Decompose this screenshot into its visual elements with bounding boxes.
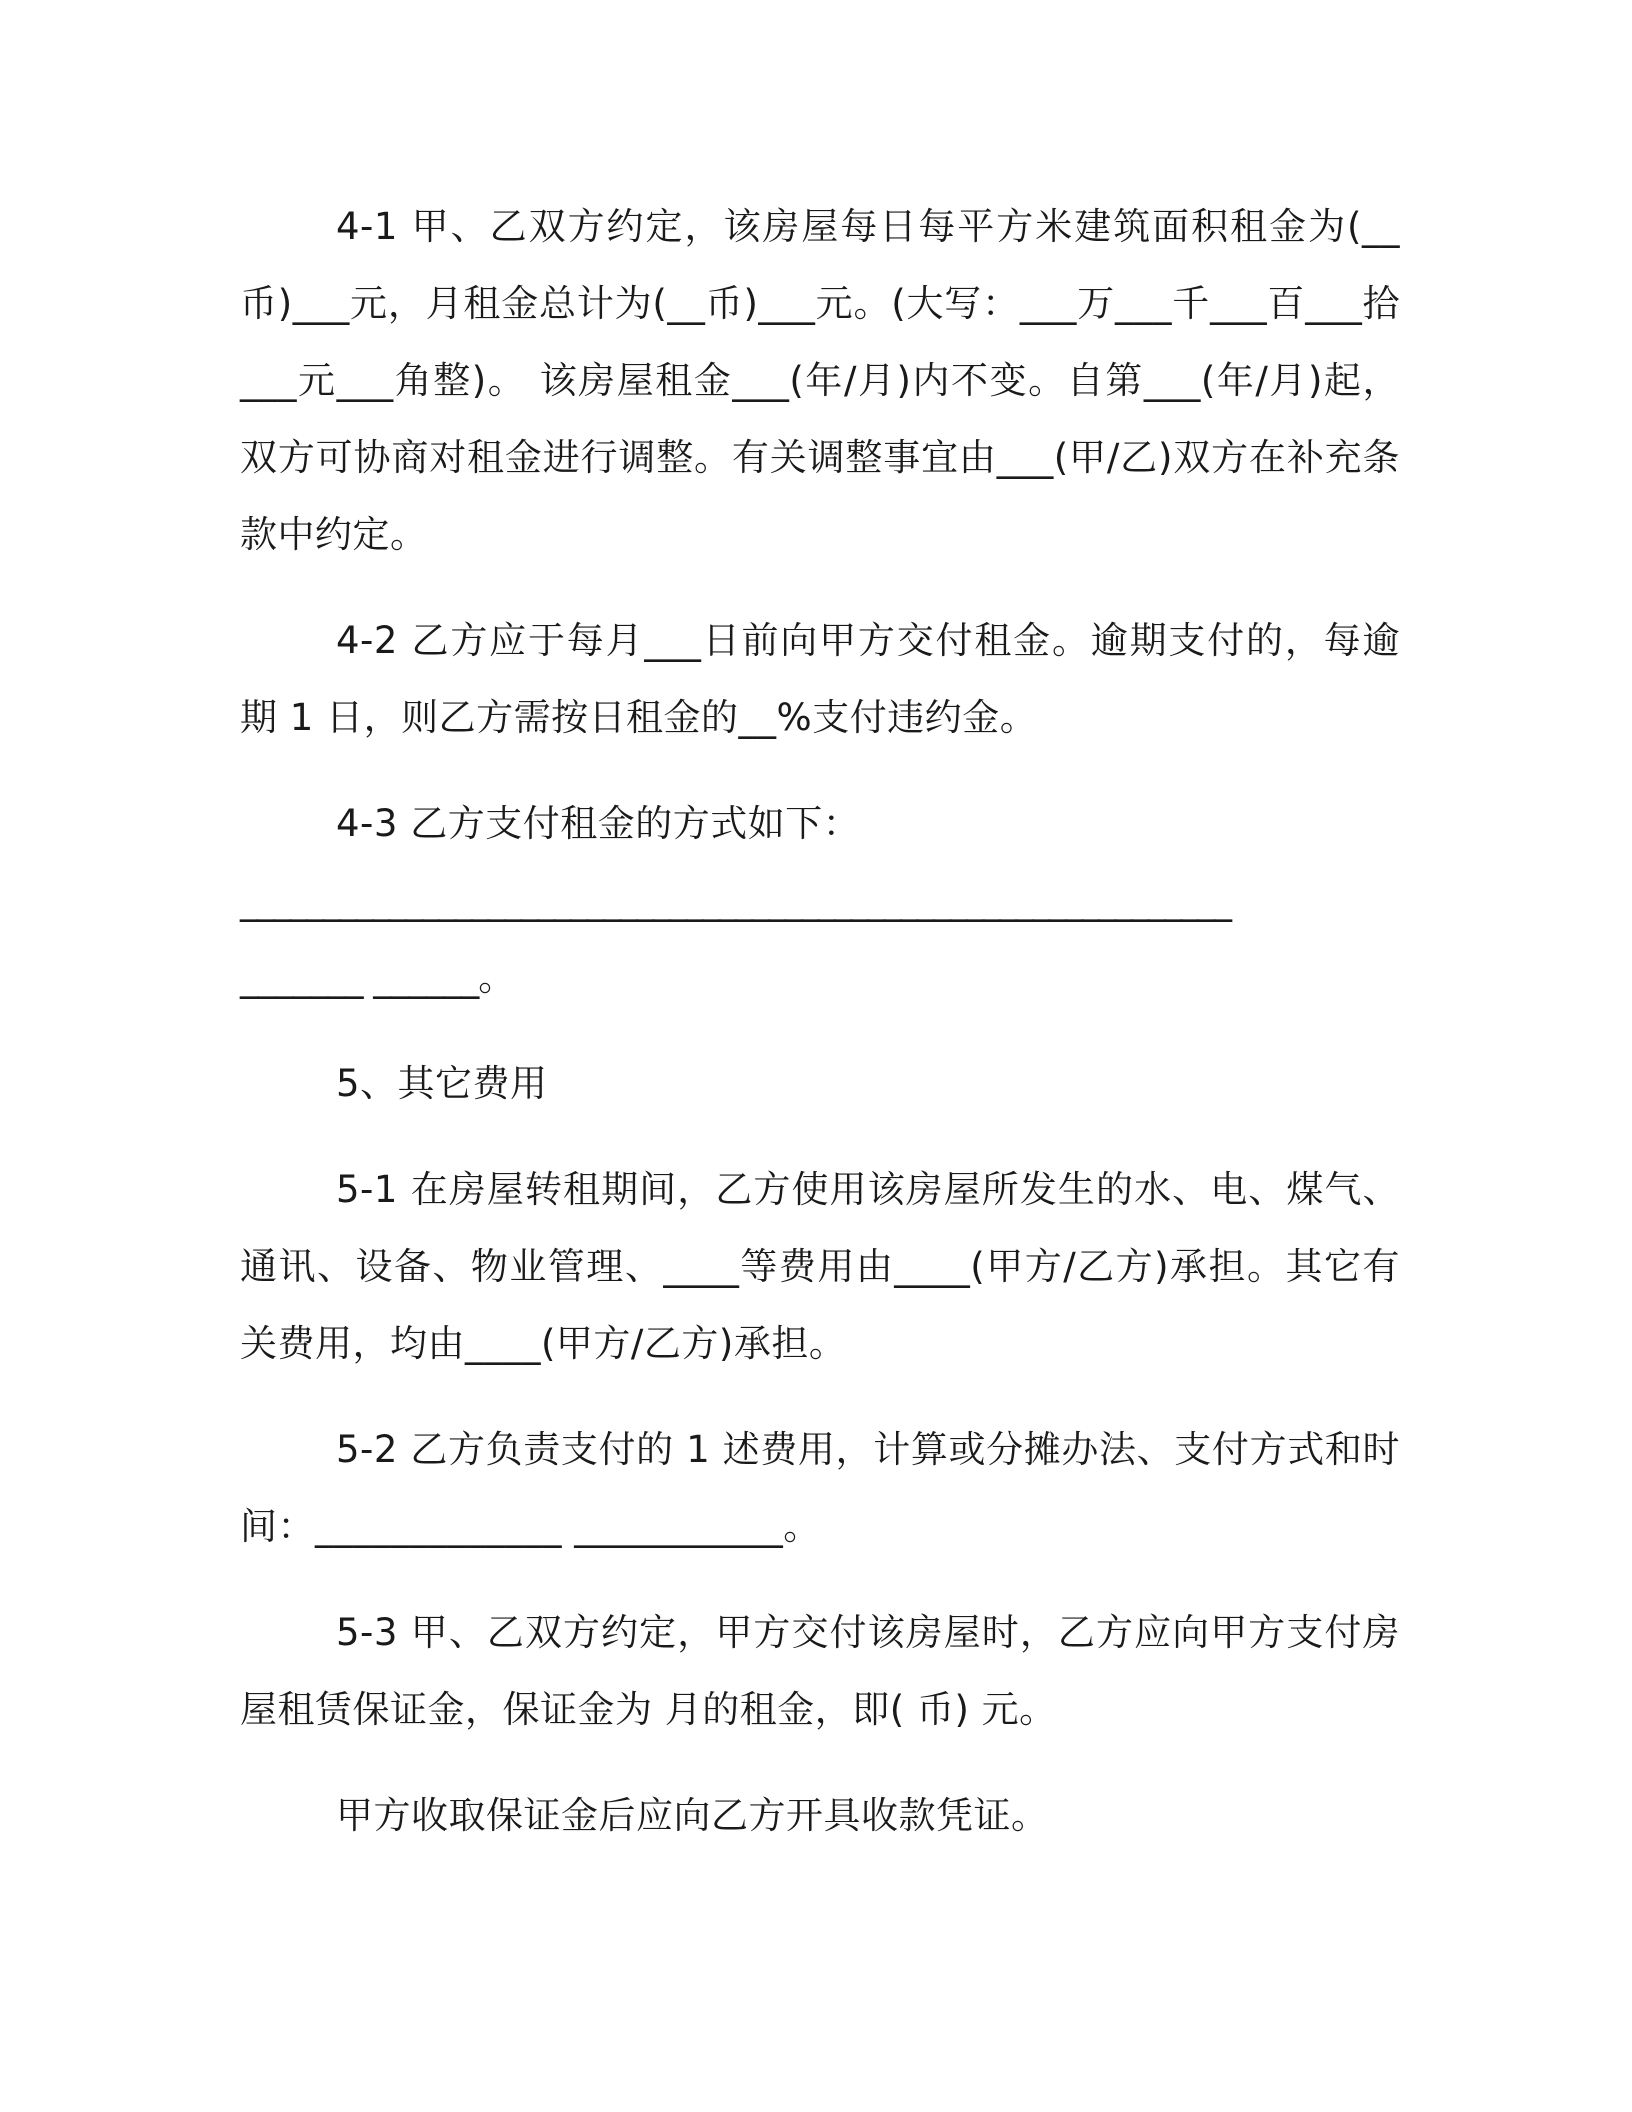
clause-4-1: 4-1 甲、乙双方约定，该房屋每日每平方米建筑面积租金为(__币)___元，月租金总计为(__币)___元。(大写：___万___千___百___拾___元___角整)。 该房屋租金___(年/月)内不变。自第___(年/月)起，双方可协商对租金进行调整。有关调整事宜由___(甲/乙)双方在补充条款中约定。 bbox=[240, 205, 1400, 556]
blank-line-1: ____________________________________________________________ bbox=[240, 879, 1230, 922]
blank-line-2: _______ ______。 bbox=[240, 956, 515, 999]
document-body bbox=[240, 188, 1400, 1883]
deposit-receipt-note: 甲方收取保证金后应向乙方开具收款凭证。 bbox=[336, 1794, 1049, 1837]
clause-5-1: 5-1 在房屋转租期间，乙方使用该房屋所发生的水、电、煤气、通讯、设备、物业管理、____等费用由____(甲方/乙方)承担。其它有关费用，均由____(甲方/乙方)承担。 bbox=[240, 1168, 1400, 1365]
payment-method-blank bbox=[240, 862, 1400, 1016]
clause-5-2: 5-2 乙方负责支付的 1 述费用，计算或分摊办法、支付方式和时间：_____________ ___________。 bbox=[240, 1428, 1400, 1548]
section-5-heading: 5、其它费用 bbox=[336, 1062, 548, 1105]
clause-4-3: 4-3 乙方支付租金的方式如下： bbox=[336, 802, 861, 845]
clause-5-3: 5-3 甲、乙双方约定，甲方交付该房屋时，乙方应向甲方支付房屋租赁保证金，保证金为 月的租金，即( 币) 元。 bbox=[240, 1611, 1400, 1731]
clause-4-2: 4-2 乙方应于每月___日前向甲方交付租金。逾期支付的，每逾期 1 日，则乙方需按日租金的__%支付违约金。 bbox=[240, 619, 1400, 739]
